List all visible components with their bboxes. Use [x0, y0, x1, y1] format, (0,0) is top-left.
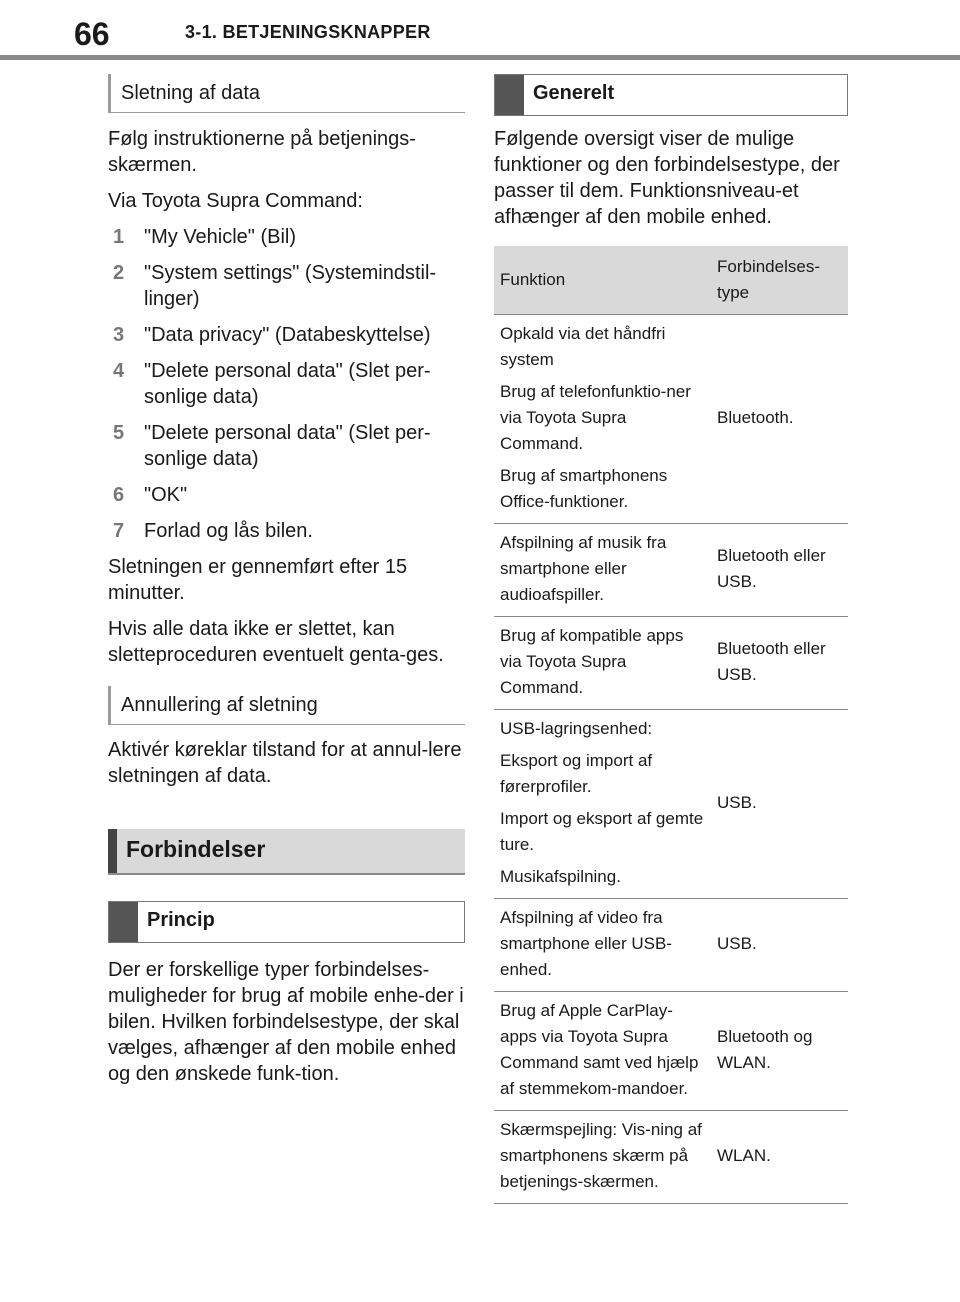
step-text: "OK"	[144, 484, 188, 506]
page-number: 66	[74, 16, 110, 52]
step-number: 6	[113, 484, 125, 506]
table-row	[494, 617, 848, 710]
general-text: Følgende oversigt viser de mulige funktioner og den forbindelsestype, der passer til dem. Funktionsniveau-et afhænger af den mobile enhed.	[494, 128, 840, 228]
function-text: Musikafspilning.	[500, 867, 621, 886]
function-text: Opkald via det håndfri system	[500, 324, 666, 369]
function-cell	[494, 617, 711, 710]
step-item	[108, 482, 465, 508]
function-text: Brug af kompatible apps via Toyota Supra Command.	[500, 626, 684, 697]
connection-type-cell: Bluetooth.	[711, 315, 848, 524]
completion-text: Sletningen er gennemført efter 15 minutter.	[108, 556, 408, 604]
connection-type-cell: Bluetooth og WLAN.	[711, 992, 848, 1111]
step-text: Forlad og lås bilen.	[144, 520, 313, 542]
function-text: Brug af telefonfunktio-ner via Toyota Supra Command.	[500, 382, 691, 453]
principle-heading	[108, 901, 465, 943]
step-number: 7	[113, 520, 125, 542]
step-list	[108, 224, 465, 544]
table-row	[494, 992, 848, 1111]
table-row	[494, 524, 848, 617]
step-item	[108, 322, 465, 348]
via-text: Via Toyota Supra Command:	[108, 190, 363, 212]
column-header-function: Funktion	[494, 246, 711, 315]
general-heading	[494, 74, 848, 116]
step-text: "My Vehicle" (Bil)	[144, 226, 297, 248]
step-item	[108, 518, 465, 544]
connection-type-cell: USB.	[711, 710, 848, 899]
cancel-deletion-text: Aktivér køreklar tilstand for at annul-lere sletningen af data.	[108, 739, 462, 787]
connection-type-cell: WLAN.	[711, 1111, 848, 1204]
principle-text: Der er forskellige typer forbindelses-muligheder for brug af mobile enhe-der i bilen. Hvilken forbindelsestype, der skal vælges, afhænger af den mobile enhed og den ønskede funk-tion.	[108, 959, 464, 1085]
column-header-connection-type: Forbindelses-type	[711, 246, 848, 315]
function-cell	[494, 524, 711, 617]
function-cell	[494, 1111, 711, 1204]
function-text: Brug af Apple CarPlay-apps via Toyota Supra Command samt ved hjælp af stemmekom-mandoer.	[500, 1001, 699, 1098]
step-number: 4	[113, 360, 125, 382]
step-text: "Delete personal data" (Slet per-sonlige data)	[144, 422, 431, 470]
function-text: Import og eksport af gemte ture.	[500, 809, 704, 854]
heading-marker	[495, 75, 524, 115]
header-rule	[0, 55, 960, 60]
function-text: Eksport og import af førerprofiler.	[500, 751, 653, 796]
step-item	[108, 224, 465, 250]
heading-marker	[109, 902, 138, 942]
table-row	[494, 315, 848, 524]
function-text: Skærmspejling: Vis-ning af smartphonens skærm på betjenings-skærmen.	[500, 1120, 702, 1191]
cancel-deletion-heading	[108, 686, 465, 725]
function-cell	[494, 710, 711, 899]
function-cell	[494, 315, 711, 524]
general-title: Generelt	[533, 82, 615, 104]
step-item	[108, 260, 465, 312]
connection-type-cell: Bluetooth eller USB.	[711, 617, 848, 710]
cancel-deletion-heading-text: Annullering af sletning	[121, 694, 318, 716]
function-text: Brug af smartphonens Office-funktioner.	[500, 466, 668, 511]
step-number: 2	[113, 262, 125, 284]
step-text: "Delete personal data" (Slet per-sonlige data)	[144, 360, 431, 408]
table-header-row	[494, 246, 848, 315]
connections-section-title: Forbindelser	[126, 836, 266, 862]
step-item	[108, 420, 465, 472]
connections-section-heading	[108, 829, 465, 875]
table-row	[494, 1111, 848, 1204]
deleting-data-heading-text: Sletning af data	[121, 82, 260, 104]
function-text: Afspilning af musik fra smartphone eller audioafspiller.	[500, 533, 667, 604]
principle-title: Princip	[147, 909, 215, 931]
function-cell	[494, 899, 711, 992]
intro-text: Følg instruktionerne på betjenings-skærmen.	[108, 128, 416, 176]
step-item	[108, 358, 465, 410]
function-text: Afspilning af video fra smartphone eller USB-enhed.	[500, 908, 672, 979]
deleting-data-heading	[108, 74, 465, 113]
step-number: 1	[113, 226, 125, 248]
retry-text: Hvis alle data ikke er slettet, kan sletteproceduren eventuelt genta-ges.	[108, 618, 444, 666]
step-number: 5	[113, 422, 125, 444]
step-number: 3	[113, 324, 125, 346]
connections-table	[494, 246, 848, 1204]
chapter-title: 3-1. BETJENINGSKNAPPER	[185, 22, 431, 42]
function-text: USB-lagringsenhed:	[500, 719, 653, 738]
right-column	[494, 74, 848, 1204]
step-text: "Data privacy" (Databeskyttelse)	[144, 324, 431, 346]
connection-type-cell: USB.	[711, 899, 848, 992]
left-column	[108, 74, 465, 1087]
function-cell	[494, 992, 711, 1111]
connection-type-cell: Bluetooth eller USB.	[711, 524, 848, 617]
table-row	[494, 899, 848, 992]
step-text: "System settings" (Systemindstil-linger)	[144, 262, 437, 310]
page-header	[0, 0, 960, 62]
section-marker	[108, 829, 117, 873]
table-row	[494, 710, 848, 899]
